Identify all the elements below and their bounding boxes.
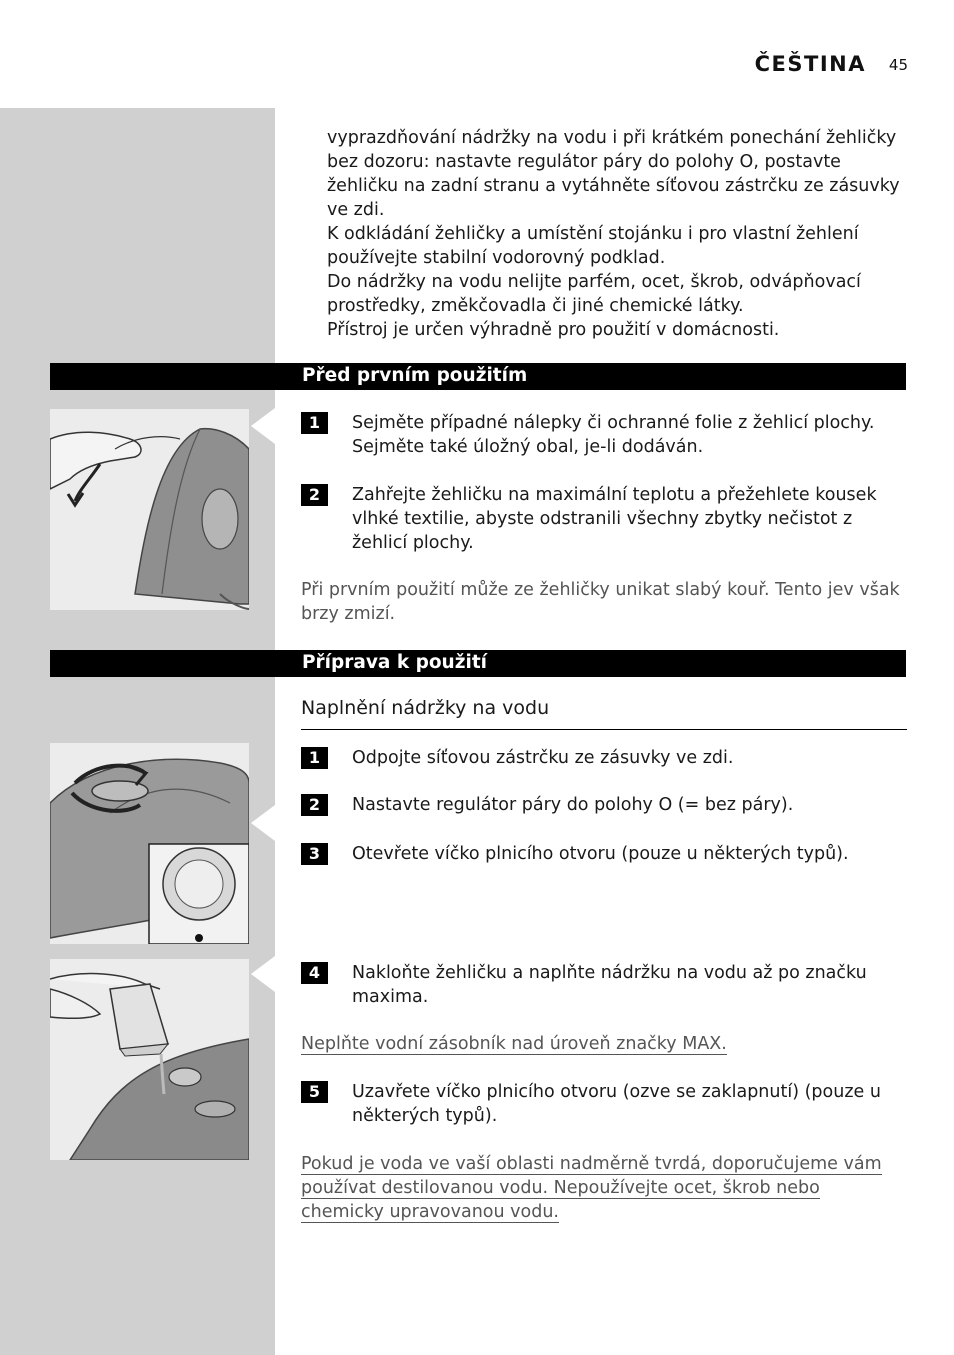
instruction-step [301, 411, 911, 459]
step-text: Zahřejte žehličku na maximální teplotu a přežehlete kousek vlhké textilie, abyste odstranili všechny zbytky nečistot z žehlicí plochy. [352, 485, 877, 553]
step-text: Otevřete víčko plnicího otvoru (pouze u některých typů). [352, 844, 849, 864]
fill-water-illustration [50, 959, 249, 1160]
instruction-step [301, 746, 911, 770]
step-text: Nastavte regulátor páry do polohy O (= bez páry). [352, 795, 794, 815]
step-number: 1 [301, 747, 328, 769]
steam-control-illustration [50, 743, 249, 944]
instruction-step [301, 961, 911, 1009]
step-text: Nakloňte žehličku a naplňte nádržku na vodu až po značku maxima. [352, 963, 867, 1007]
intro-paragraph: K odkládání žehličky a umístění stojánku i pro vlastní žehlení používejte stabilní vodorovný podklad. [327, 224, 859, 268]
illustration-pointer [251, 956, 275, 992]
step-text: Odpojte síťovou zástrčku ze zásuvky ve zdi. [352, 748, 734, 768]
hard-water-note-text: Pokud je voda ve vaší oblasti nadměrně tvrdá, doporučujeme vám používat destilovanou vodu. Nepoužívejte ocet, škrob nebo chemicky upravovanou vodu. [301, 1154, 882, 1222]
iron-filling-illustration [50, 959, 249, 1160]
instruction-step [301, 793, 911, 817]
step-number: 3 [301, 843, 328, 865]
remove-sticker-illustration [50, 409, 249, 610]
intro-paragraph: Přístroj je určen výhradně pro použití v domácnosti. [327, 320, 780, 340]
intro-paragraph: Do nádržky na vodu nelijte parfém, ocet, škrob, odvápňovací prostředky, změkčovadla či jiné chemické látky. [327, 272, 861, 316]
step-number: 2 [301, 794, 328, 816]
hard-water-note [301, 1152, 891, 1224]
subheading-rule [301, 729, 907, 730]
illustration-pointer [251, 408, 275, 444]
max-level-note-text: Neplňte vodní zásobník nad úroveň značky MAX. [301, 1034, 727, 1054]
iron-soleplate-illustration [50, 409, 249, 610]
step-number: 5 [301, 1081, 328, 1103]
left-margin-band [0, 108, 275, 1355]
instruction-step [301, 842, 911, 866]
step-number: 2 [301, 484, 328, 506]
section-header-bar [50, 650, 906, 677]
step-number: 4 [301, 962, 328, 984]
section-title: Před prvním použitím [302, 365, 528, 386]
page-number: 45 [888, 56, 908, 74]
section-title: Příprava k použití [302, 652, 488, 673]
step-text: Sejměte případné nálepky či ochranné folie z žehlicí plochy. Sejměte také úložný obal, je-li dodáván. [352, 413, 875, 457]
step-text: Uzavřete víčko plnicího otvoru (ozve se zaklapnutí) (pouze u některých typů). [352, 1082, 881, 1126]
subheading: Naplnění nádržky na vodu [301, 697, 550, 719]
instruction-step [301, 1080, 911, 1128]
step-number: 1 [301, 412, 328, 434]
iron-dial-illustration [50, 743, 249, 944]
max-level-note [301, 1032, 901, 1056]
illustration-pointer [251, 805, 275, 841]
language-heading: ČEŠTINA [754, 52, 866, 76]
intro-text [327, 126, 907, 342]
smoke-note: Při prvním použití může ze žehličky unikat slabý kouř. Tento jev však brzy zmizí. [301, 580, 900, 624]
intro-paragraph: vyprazdňování nádržky na vodu i při krátkém ponechání žehličky bez dozoru: nastavte regulátor páry do polohy O, postavte žehličku na zadní stranu a vytáhněte síťovou zástrčku ze zásuvky ve zdi. [327, 128, 900, 220]
instruction-step [301, 483, 911, 555]
section-header-bar [50, 363, 906, 390]
